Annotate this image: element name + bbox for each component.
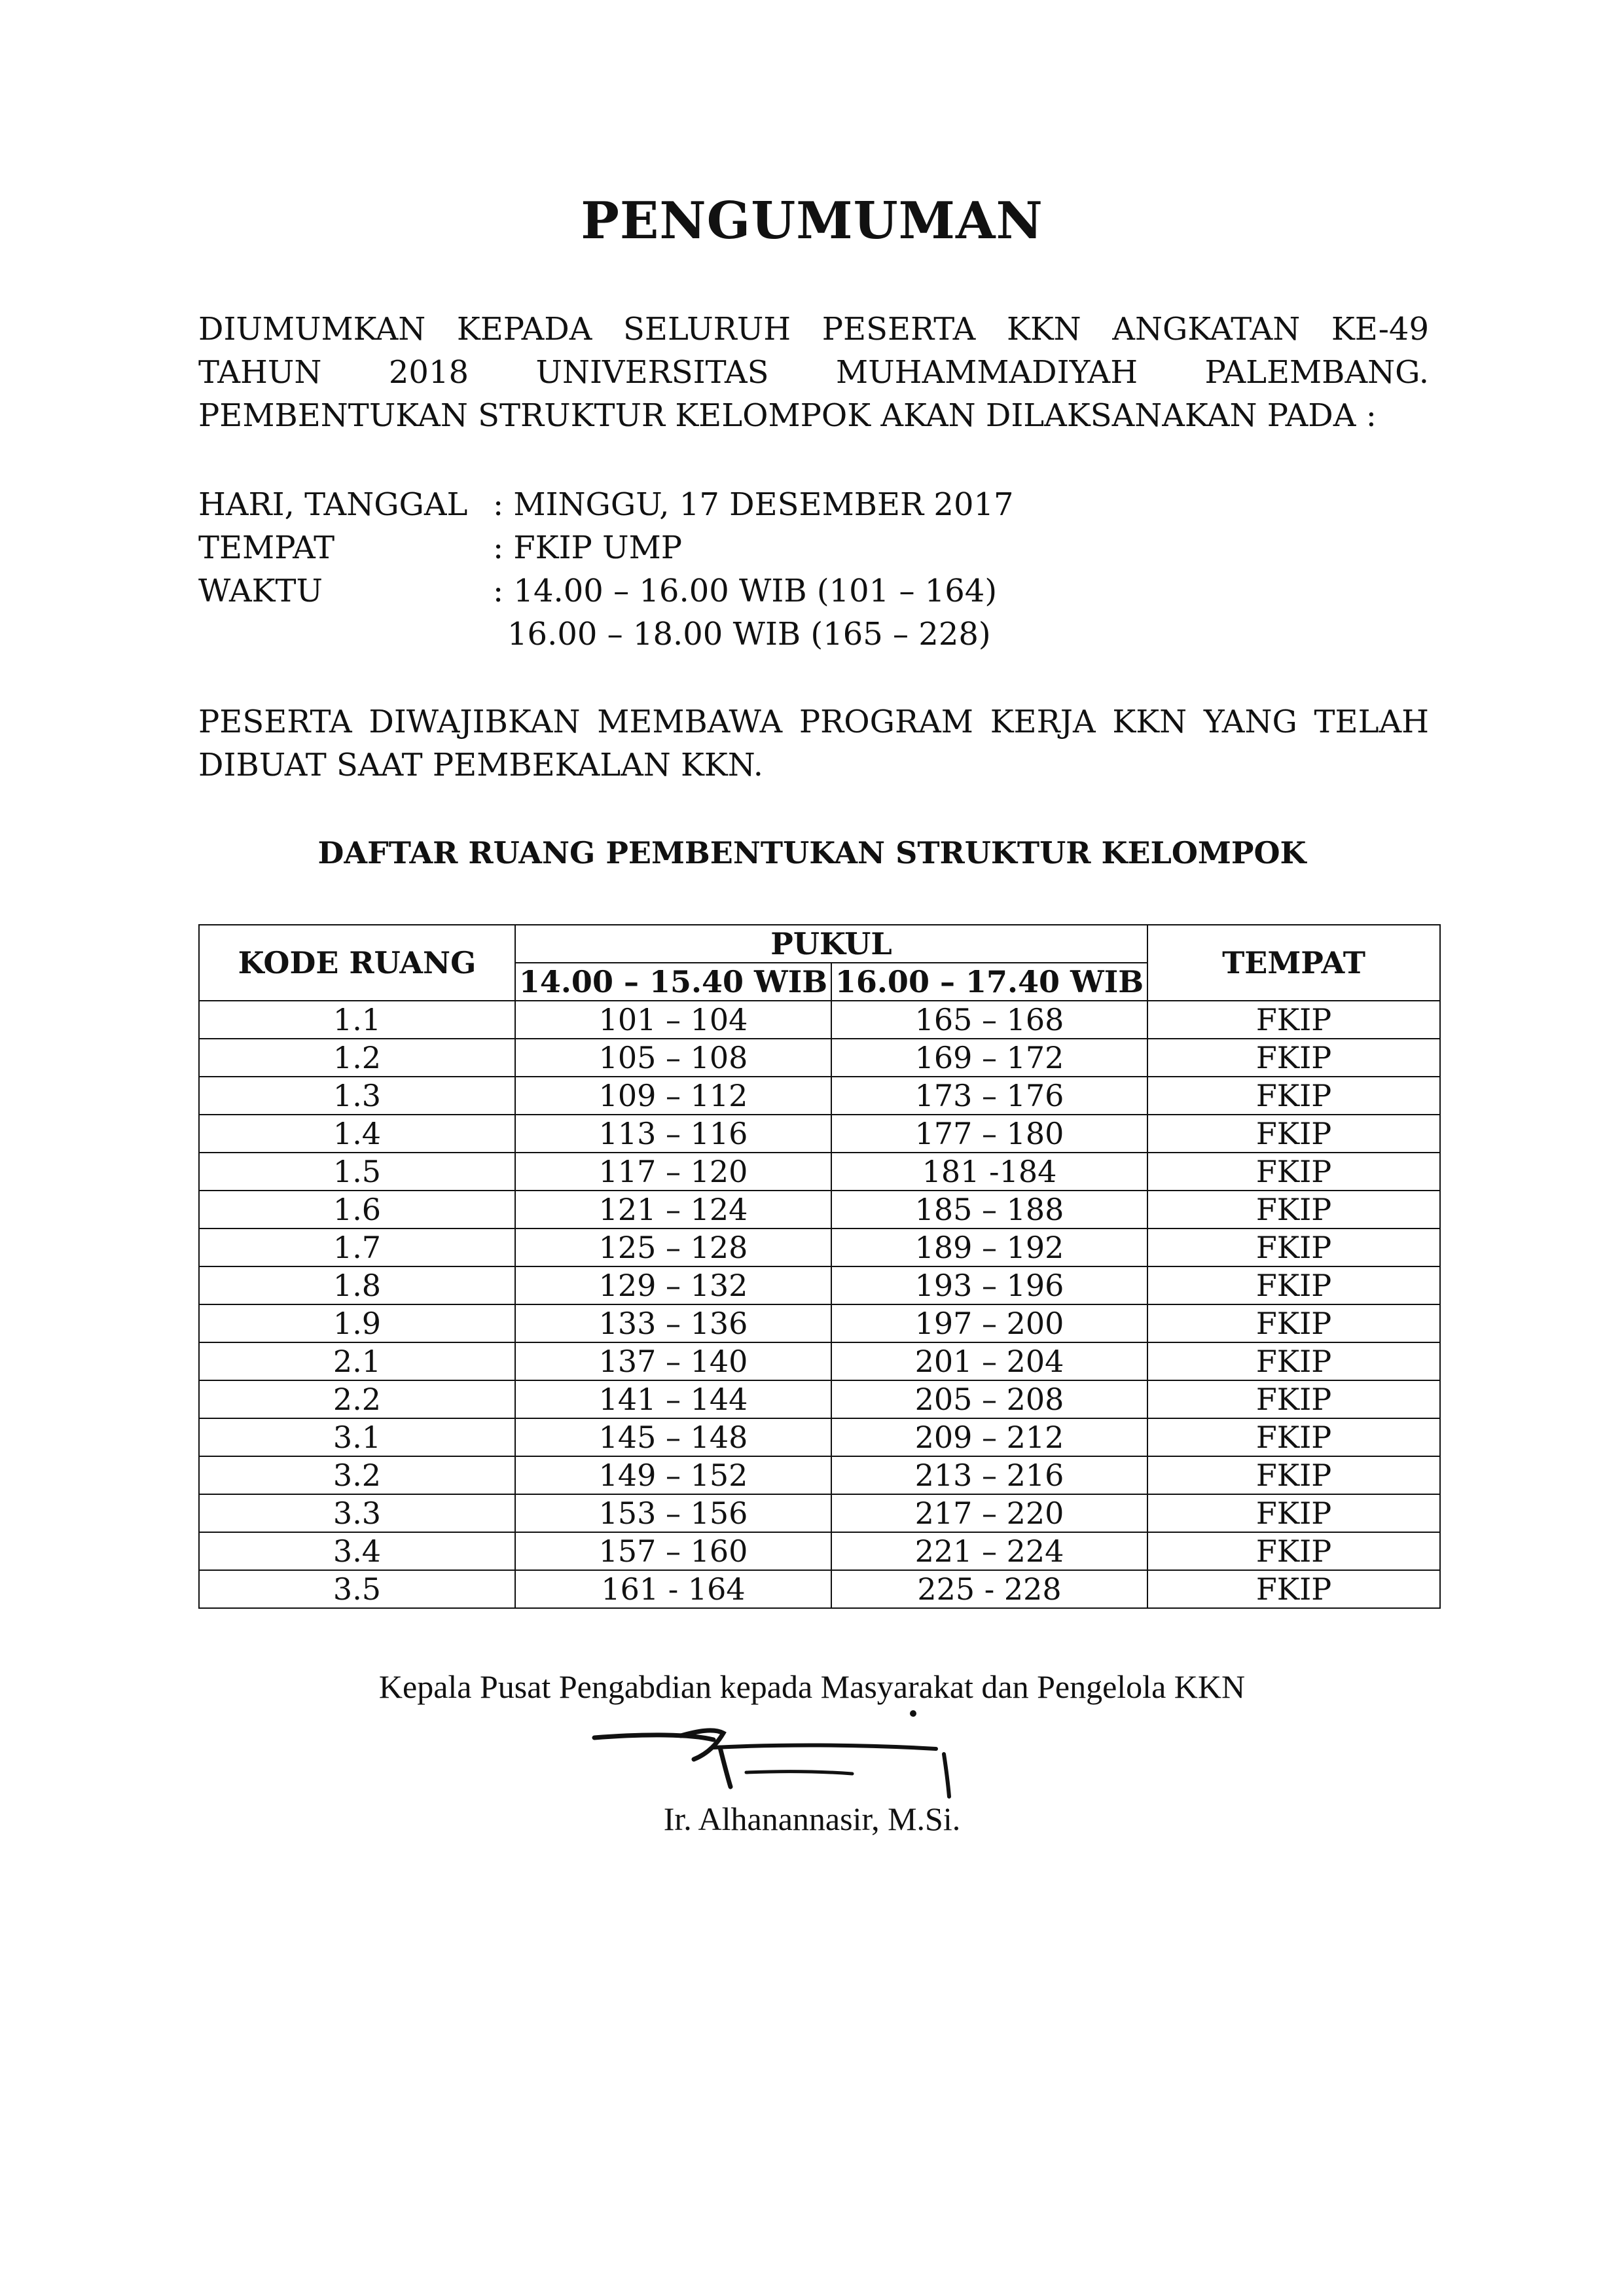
room-code-cell: 1.4 — [199, 1115, 515, 1153]
slot-2-cell: 217 – 220 — [831, 1494, 1147, 1532]
slot-1-cell: 161 - 164 — [515, 1570, 831, 1608]
slot-2-cell: 169 – 172 — [831, 1039, 1147, 1077]
table-row — [199, 1418, 1440, 1456]
room-code-cell: 1.8 — [199, 1266, 515, 1304]
slot-2-cell: 177 – 180 — [831, 1115, 1147, 1153]
header-room-code: KODE RUANG — [199, 925, 515, 1001]
time-row — [198, 569, 1014, 613]
table-row — [199, 1380, 1440, 1418]
slot-2-cell: 213 – 216 — [831, 1456, 1147, 1494]
room-code-cell: 3.4 — [199, 1532, 515, 1570]
header-slot-2: 16.00 – 17.40 WIB — [831, 963, 1147, 1001]
table-row — [199, 1456, 1440, 1494]
table-row — [199, 1342, 1440, 1380]
place-cell: FKIP — [1147, 1570, 1440, 1608]
room-table-body — [199, 1001, 1440, 1608]
page-title: PENGUMUMAN — [581, 191, 1043, 251]
place-cell: FKIP — [1147, 1153, 1440, 1191]
date-label: HARI, TANGGAL — [198, 486, 468, 523]
room-code-cell: 3.5 — [199, 1570, 515, 1608]
date-row — [198, 483, 1014, 526]
date-value: : MINGGU, 17 DESEMBER 2017 — [493, 486, 1014, 523]
place-cell: FKIP — [1147, 1077, 1440, 1115]
slot-1-cell: 121 – 124 — [515, 1191, 831, 1229]
table-title: DAFTAR RUANG PEMBENTUKAN STRUKTUR KELOMPOK — [317, 835, 1307, 870]
place-cell: FKIP — [1147, 1115, 1440, 1153]
room-code-cell: 2.2 — [199, 1380, 515, 1418]
time-row-2 — [198, 613, 1014, 656]
slot-2-cell: 225 - 228 — [831, 1570, 1147, 1608]
slot-2-cell: 173 – 176 — [831, 1077, 1147, 1115]
place-value: : FKIP UMP — [493, 529, 683, 566]
place-cell: FKIP — [1147, 1304, 1440, 1342]
place-cell: FKIP — [1147, 1494, 1440, 1532]
table-row — [199, 1229, 1440, 1266]
table-row — [199, 1077, 1440, 1115]
room-table — [198, 924, 1441, 1609]
table-row — [199, 1115, 1440, 1153]
header-slot-1: 14.00 – 15.40 WIB — [515, 963, 831, 1001]
room-code-cell: 1.3 — [199, 1077, 515, 1115]
room-code-cell: 3.3 — [199, 1494, 515, 1532]
slot-1-cell: 133 – 136 — [515, 1304, 831, 1342]
slot-2-cell: 165 – 168 — [831, 1001, 1147, 1039]
room-code-cell: 1.7 — [199, 1229, 515, 1266]
place-label: TEMPAT — [198, 529, 335, 566]
table-row — [199, 1570, 1440, 1608]
table-row — [199, 1191, 1440, 1229]
table-row — [199, 1266, 1440, 1304]
table-row — [199, 1039, 1440, 1077]
table-row — [199, 1153, 1440, 1191]
place-cell: FKIP — [1147, 1001, 1440, 1039]
slot-1-cell: 137 – 140 — [515, 1342, 831, 1380]
slot-2-cell: 189 – 192 — [831, 1229, 1147, 1266]
header-place: TEMPAT — [1147, 925, 1440, 1001]
time-label: WAKTU — [198, 573, 323, 609]
table-row — [199, 1304, 1440, 1342]
slot-1-cell: 153 – 156 — [515, 1494, 831, 1532]
place-cell: FKIP — [1147, 1342, 1440, 1380]
place-cell: FKIP — [1147, 1456, 1440, 1494]
slot-2-cell: 193 – 196 — [831, 1266, 1147, 1304]
slot-1-cell: 149 – 152 — [515, 1456, 831, 1494]
slot-2-cell: 221 – 224 — [831, 1532, 1147, 1570]
place-cell: FKIP — [1147, 1191, 1440, 1229]
slot-1-cell: 113 – 116 — [515, 1115, 831, 1153]
slot-1-cell: 141 – 144 — [515, 1380, 831, 1418]
room-code-cell: 1.9 — [199, 1304, 515, 1342]
slot-2-cell: 201 – 204 — [831, 1342, 1147, 1380]
place-row — [198, 526, 1014, 569]
slot-2-cell: 197 – 200 — [831, 1304, 1147, 1342]
header-time: PUKUL — [515, 925, 1147, 963]
slot-1-cell: 125 – 128 — [515, 1229, 831, 1266]
room-code-cell: 1.2 — [199, 1039, 515, 1077]
slot-2-cell: 181 -184 — [831, 1153, 1147, 1191]
slot-1-cell: 129 – 132 — [515, 1266, 831, 1304]
slot-2-cell: 205 – 208 — [831, 1380, 1147, 1418]
note-paragraph: PESERTA DIWAJIBKAN MEMBAWA PROGRAM KERJA KKN YANG TELAH DIBUAT SAAT PEMBEKALAN KKN. — [198, 704, 1429, 783]
place-cell: FKIP — [1147, 1266, 1440, 1304]
room-code-cell: 1.1 — [199, 1001, 515, 1039]
intro-paragraph: DIUMUMKAN KEPADA SELURUH PESERTA KKN ANGKATAN KE-49 TAHUN 2018 UNIVERSITAS MUHAMMADIYAH PALEMBANG. PEMBENTUKAN STRUKTUR KELOMPOK AKAN DILAKSANAKAN PADA : — [198, 311, 1429, 434]
slot-1-cell: 105 – 108 — [515, 1039, 831, 1077]
closing-title: Kepala Pusat Pengabdian kepada Masyarakat dan Pengelola KKN — [378, 1668, 1246, 1705]
signer-name: Ir. Alhanannasir, M.Si. — [663, 1801, 961, 1837]
slot-1-cell: 101 – 104 — [515, 1001, 831, 1039]
room-code-cell: 3.2 — [199, 1456, 515, 1494]
place-cell: FKIP — [1147, 1532, 1440, 1570]
room-code-cell: 2.1 — [199, 1342, 515, 1380]
room-code-cell: 1.5 — [199, 1153, 515, 1191]
slot-1-cell: 109 – 112 — [515, 1077, 831, 1115]
event-details — [198, 483, 1014, 656]
slot-2-cell: 209 – 212 — [831, 1418, 1147, 1456]
table-row — [199, 1532, 1440, 1570]
time-value-1: : 14.00 – 16.00 WIB (101 – 164) — [493, 573, 998, 609]
table-row — [199, 1494, 1440, 1532]
place-cell: FKIP — [1147, 1039, 1440, 1077]
place-cell: FKIP — [1147, 1380, 1440, 1418]
slot-1-cell: 145 – 148 — [515, 1418, 831, 1456]
signature-image — [583, 1708, 988, 1806]
slot-1-cell: 157 – 160 — [515, 1532, 831, 1570]
table-row — [199, 1001, 1440, 1039]
time-value-2: 16.00 – 18.00 WIB (165 – 228) — [507, 616, 991, 653]
place-cell: FKIP — [1147, 1229, 1440, 1266]
slot-2-cell: 185 – 188 — [831, 1191, 1147, 1229]
slot-1-cell: 117 – 120 — [515, 1153, 831, 1191]
room-code-cell: 1.6 — [199, 1191, 515, 1229]
room-code-cell: 3.1 — [199, 1418, 515, 1456]
place-cell: FKIP — [1147, 1418, 1440, 1456]
